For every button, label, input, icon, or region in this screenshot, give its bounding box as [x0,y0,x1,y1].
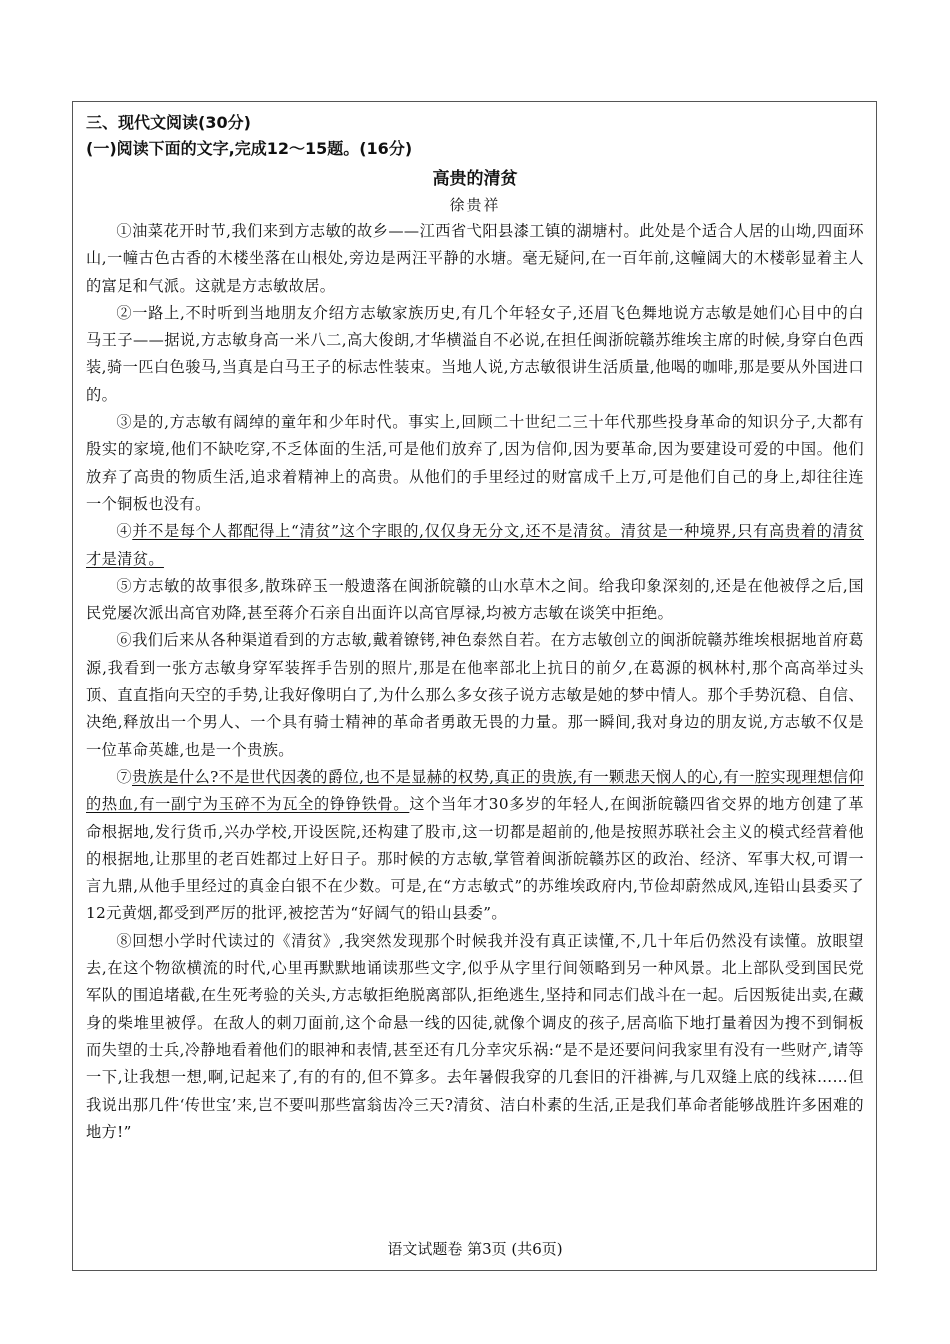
paragraph-7 [86,764,864,928]
paragraph-4 [86,518,864,573]
article-author: 徐贵祥 [449,196,501,214]
sub-heading: (一)阅读下面的文字,完成12～15题。(16分) [86,139,413,158]
paragraph-7-number: ⑦ [116,767,133,786]
paragraph-2: ②一路上,不时听到当地朋友介绍方志敏家族历史,有几个年轻女子,还眉飞色舞地说方志敏是她们心目中的白马王子——据说,方志敏身高一米八二,高大俊朗,才华横溢自不必说,在担任闽浙皖赣苏维埃主席的时候,身穿白色西装,骑一匹白色骏马,当真是白马王子的标志性装束。当地人说,方志敏很讲生活质量,他喝的咖啡,那是要从外国进口的。 [86,303,864,404]
paragraph-7-underlined: 贵族是什么?不是世代因袭的爵位,也不是显赫的权势,真正的贵族,有一颗悲天悯人的心,有一腔实现理想信仰的热血,有一副宁为玉碎不为瓦全的铮铮铁骨。 [86,767,865,814]
paragraph-6: ⑥我们后来从各种渠道看到的方志敏,戴着镣铐,神色泰然自若。在方志敏创立的闽浙皖赣苏维埃根据地首府葛源,我看到一张方志敏身穿军装挥手告别的照片,那是在他率部北上抗日的前夕,在葛源的枫林村,那个高高举过头顶、直直指向天空的手势,让我好像明白了,为什么那么多女孩子说方志敏是她的梦中情人。那个手势沉稳、自信、决绝,释放出一个男人、一个具有骑士精神的革命者勇敢无畏的力量。那一瞬间,我对身边的朋友说,方志敏不仅是一位革命英雄,也是一个贵族。 [86,631,864,759]
page-footer: 语文试题卷 第3页 (共6页) [387,1240,563,1258]
paragraph-4-underlined: 并不是每个人都配得上“清贫”这个字眼的,仅仅身无分文,还不是清贫。清贫是一种境界,只有高贵着的清贫才是清贫。 [86,522,864,568]
article-title: 高贵的清贫 [432,169,518,189]
reading-section [86,110,864,1146]
paragraph-4-number: ④ [116,522,133,541]
paragraph-7-rest: 这个当年才30多岁的年轻人,在闽浙皖赣四省交界的地方创建了革命根据地,发行货币,兴办学校,开设医院,还构建了股市,这一切都是超前的,他是按照苏联社会主义的模式经营着他的根据地,让那里的老百姓都过上好日子。那时候的方志敏,掌管着闽浙皖赣苏区的政治、经济、军事大权,可谓一言九鼎,从他手里经过的真金白银不在少数。可是,在“方志敏式”的苏维埃政府内,节俭却蔚然成风,连铅山县委买了12元黄烟,都受到严厉的批评,被挖苦为“好阔气的铅山县委”。 [86,795,864,923]
section-heading: 三、现代文阅读(30分) [86,113,251,132]
paragraph-8: ⑧回想小学时代读过的《清贫》,我突然发现那个时候我并没有真正读懂,不,几十年后仍然没有读懂。放眼望去,在这个物欲横流的时代,心里再默默地诵读那些文字,似乎从字里行间领略到另一种风景。北上部队受到国民党军队的围追堵截,在生死考验的关头,方志敏拒绝脱离部队,拒绝逃生,坚持和同志们战斗在一起。后因叛徒出卖,在藏身的柴堆里被俘。在敌人的刺刀面前,这个命悬一线的囚徒,就像个调皮的孩子,居高临下地打量着因为搜不到铜板而失望的士兵,冷静地看着他们的眼神和表情,甚至还有几分幸灾乐祸:“是不是还要问问我家里有没有一些财产,请等一下,让我想一想,啊,记起来了,有的有的,但不算多。去年暑假我穿的几套旧的汗褂裤,与几双缝上底的线袜……但我说出那几件‘传世宝’来,岂不要叫那些富翁齿冷三天?清贫、洁白朴素的生活,正是我们革命者能够战胜许多困难的地方!” [86,931,864,1141]
paragraph-1: ①油菜花开时节,我们来到方志敏的故乡——江西省弋阳县漆工镇的湖塘村。此处是个适合人居的山坳,四面环山,一幢古色古香的木楼坐落在山根处,旁边是两汪平静的水塘。毫无疑问,在一百年前,这幢阔大的木楼彰显着主人的富足和气派。这就是方志敏故居。 [86,222,864,295]
paragraph-5: ⑤方志敏的故事很多,散珠碎玉一般遗落在闽浙皖赣的山水草木之间。给我印象深刻的,还是在他被俘之后,国民党屡次派出高官劝降,甚至蒋介石亲自出面许以高官厚禄,均被方志敏在谈笑中拒绝。 [86,576,864,623]
paragraph-3: ③是的,方志敏有阔绰的童年和少年时代。事实上,回顾二十世纪二三十年代那些投身革命的知识分子,大都有殷实的家境,他们不缺吃穿,不乏体面的生活,可是他们放弃了,因为信仰,因为要革命,因为要建设可爱的中国。他们放弃了高贵的物质生活,追求着精神上的高贵。从他们的手里经过的财富成千上万,可是他们自己的身上,却往往连一个铜板也没有。 [86,413,864,513]
